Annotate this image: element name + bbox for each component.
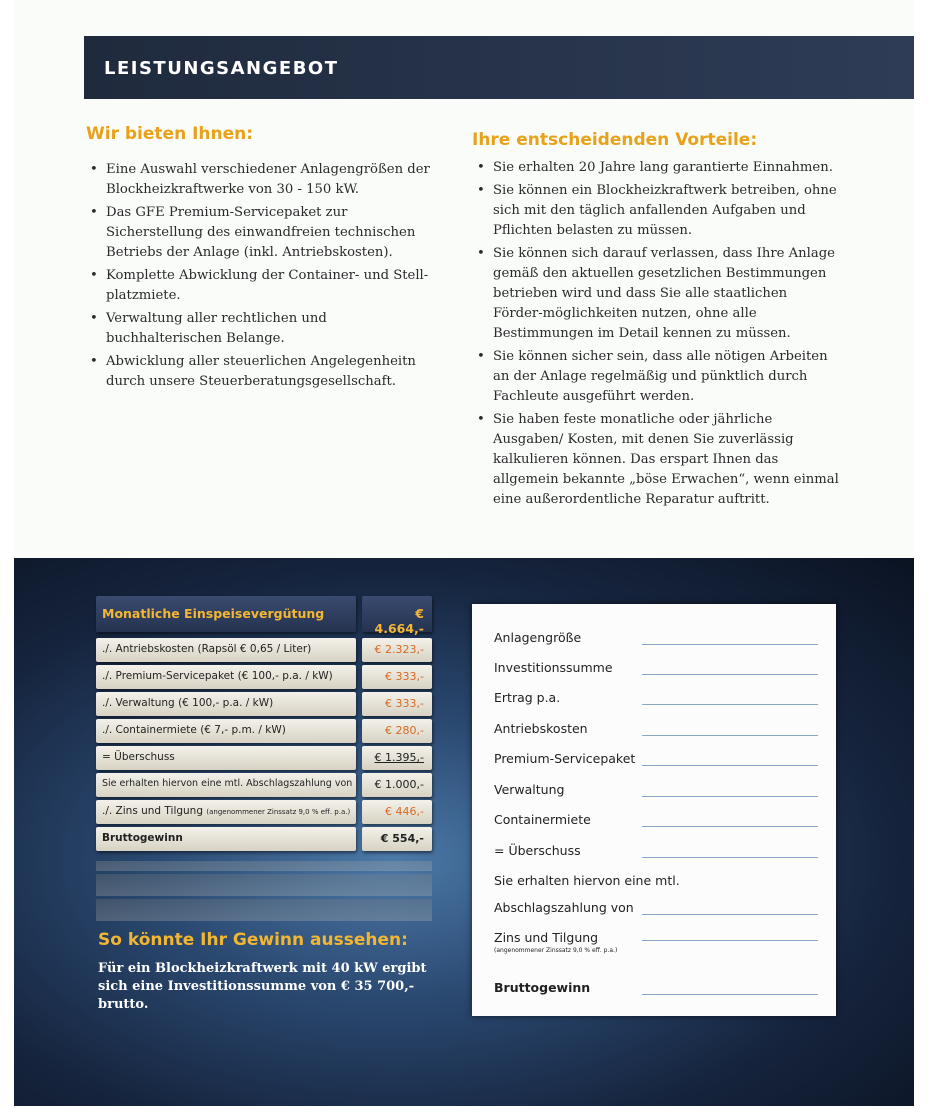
table-row <box>96 746 436 770</box>
form-label: Antriebskosten <box>494 721 588 736</box>
table-header-value: € 4.664,- <box>362 596 432 632</box>
fill-line[interactable] <box>642 826 818 827</box>
table-header-row <box>96 596 436 636</box>
row-value: € 1.000,- <box>362 773 432 797</box>
table-row <box>96 800 436 824</box>
row-label <box>96 800 356 824</box>
row-value: € 2.323,- <box>362 638 432 662</box>
advantages-heading: Ihre entscheidenden Vorteile: <box>472 130 758 150</box>
form-row <box>494 900 818 915</box>
row-label: Bruttogewinn <box>96 827 356 851</box>
form-label: Bruttogewinn <box>494 980 591 995</box>
form-label: Verwaltung <box>494 782 565 797</box>
row-label: ./. Verwaltung (€ 100,- p.a. / kW) <box>96 692 356 716</box>
row-value: € 1.395,- <box>362 746 432 770</box>
gain-description: Für ein Blockheizkraftwerk mit 40 kW ergibt sich eine Investitionssumme von € 35 700,- brutto. <box>98 961 427 1012</box>
form-row <box>494 630 818 645</box>
form-row <box>494 721 818 736</box>
gain-heading: So könnte Ihr Gewinn aussehen: <box>98 930 408 950</box>
form-row <box>494 843 818 858</box>
table-header-label: Monatliche Einspeisevergütung <box>96 596 356 632</box>
offer-item: • Komplette Abwicklung der Container- und Stell-platzmiete. <box>90 266 435 306</box>
form-row <box>494 980 818 995</box>
row-value: € 333,- <box>362 665 432 689</box>
row-label: Sie erhalten hiervon eine mtl. Abschlagszahlung von <box>96 773 356 797</box>
table-row <box>96 638 436 662</box>
row-value: € 333,- <box>362 692 432 716</box>
form-note: (angenommener Zinssatz 9,0 % eff. p.a.) <box>494 947 618 954</box>
fill-line[interactable] <box>642 674 818 675</box>
form-row <box>494 690 818 705</box>
form-row <box>494 930 818 954</box>
form-row <box>494 660 818 675</box>
calculation-table <box>96 596 436 854</box>
offer-item: • Eine Auswahl verschiedener Anlagengrößen der Blockheizkraftwerke von 30 - 150 kW. <box>90 160 435 200</box>
table-row <box>96 773 436 797</box>
advantage-item: • Sie erhalten 20 Jahre lang garantierte Einnahmen. <box>477 158 839 178</box>
fill-line[interactable] <box>642 735 818 736</box>
form-row <box>494 782 818 797</box>
fill-line[interactable] <box>642 857 818 858</box>
table-row <box>96 827 436 851</box>
form-label: Abschlagszahlung von <box>494 900 634 915</box>
offer-list <box>90 160 435 395</box>
offer-item: • Verwaltung aller rechtlichen und buchhalterischen Belange. <box>90 309 435 349</box>
fill-line[interactable] <box>642 994 818 995</box>
row-label: ./. Antriebskosten (Rapsöl € 0,65 / Liter) <box>96 638 356 662</box>
form-row <box>494 812 818 827</box>
advantage-item: • Sie können sicher sein, dass alle nötigen Arbeiten an der Anlage regelmäßig und pünktlich durch Fachleute ausgeführt werden. <box>477 347 839 407</box>
form-label: Ertrag p.a. <box>494 690 561 705</box>
table-reflection <box>96 861 436 921</box>
row-value: € 446,- <box>362 800 432 824</box>
calculation-panel <box>14 558 914 1106</box>
fill-line[interactable] <box>642 796 818 797</box>
offer-item: • Das GFE Premium-Servicepaket zur Sicherstellung des einwandfreien technischen Betriebs der Anlage (inkl. Antriebskosten). <box>90 203 435 263</box>
row-label: ./. Premium-Servicepaket (€ 100,- p.a. / kW) <box>96 665 356 689</box>
advantages-list <box>477 158 839 513</box>
row-label: = Überschuss <box>96 746 356 770</box>
offer-item: • Abwicklung aller steuerlichen Angelegenheitn durch unsere Steuerberatungsgesellschaft. <box>90 352 435 392</box>
calculation-form <box>472 604 836 1016</box>
page-title: LEISTUNGSANGEBOT <box>104 58 339 79</box>
table-row <box>96 665 436 689</box>
row-value: € 280,- <box>362 719 432 743</box>
fill-line[interactable] <box>642 644 818 645</box>
table-row <box>96 692 436 716</box>
form-label: Premium-Servicepaket <box>494 751 636 766</box>
fill-line[interactable] <box>642 704 818 705</box>
form-label: Anlagengröße <box>494 630 582 645</box>
form-label: Sie erhalten hiervon eine mtl. <box>494 873 680 888</box>
row-value: € 554,- <box>362 827 432 851</box>
advantage-item: • Sie können sich darauf verlassen, dass Ihre Anlage gemäß den aktuellen gesetzlichen Bestimmungen betrieben wird und dass Sie alle staatlichen Förder-möglichkeiten nutzen, ohne alle Bestimmungen im Detail kennen zu müssen. <box>477 244 839 344</box>
row-label-text: ./. Zins und Tilgung <box>102 805 204 817</box>
fill-line[interactable] <box>642 914 818 915</box>
form-label: Containermiete <box>494 812 591 827</box>
advantage-item: • Sie haben feste monatliche oder jährliche Ausgaben/ Kosten, mit denen Sie zuverlässig kalkulieren können. Das erspart Ihnen das allgemein bekannte „böse Erwachen“, wenn einmal eine außerordentliche Reparatur auftritt. <box>477 410 839 510</box>
row-label: ./. Containermiete (€ 7,- p.m. / kW) <box>96 719 356 743</box>
form-label: Zins und Tilgung <box>494 930 599 945</box>
offer-heading: Wir bieten Ihnen: <box>86 124 254 144</box>
form-row <box>494 751 818 766</box>
fill-line[interactable] <box>642 940 818 941</box>
advantage-item: • Sie können ein Blockheizkraftwerk betreiben, ohne sich mit den täglich anfallenden Aufgaben und Pflichten belasten zu müssen. <box>477 181 839 241</box>
header-band <box>84 36 914 99</box>
row-label-note: (angenommener Zinssatz 9,0 % eff. p.a.) <box>206 808 351 816</box>
form-label: Investitionssumme <box>494 660 613 675</box>
form-row <box>494 873 818 888</box>
fill-line[interactable] <box>642 765 818 766</box>
table-row <box>96 719 436 743</box>
form-label: = Überschuss <box>494 843 581 858</box>
